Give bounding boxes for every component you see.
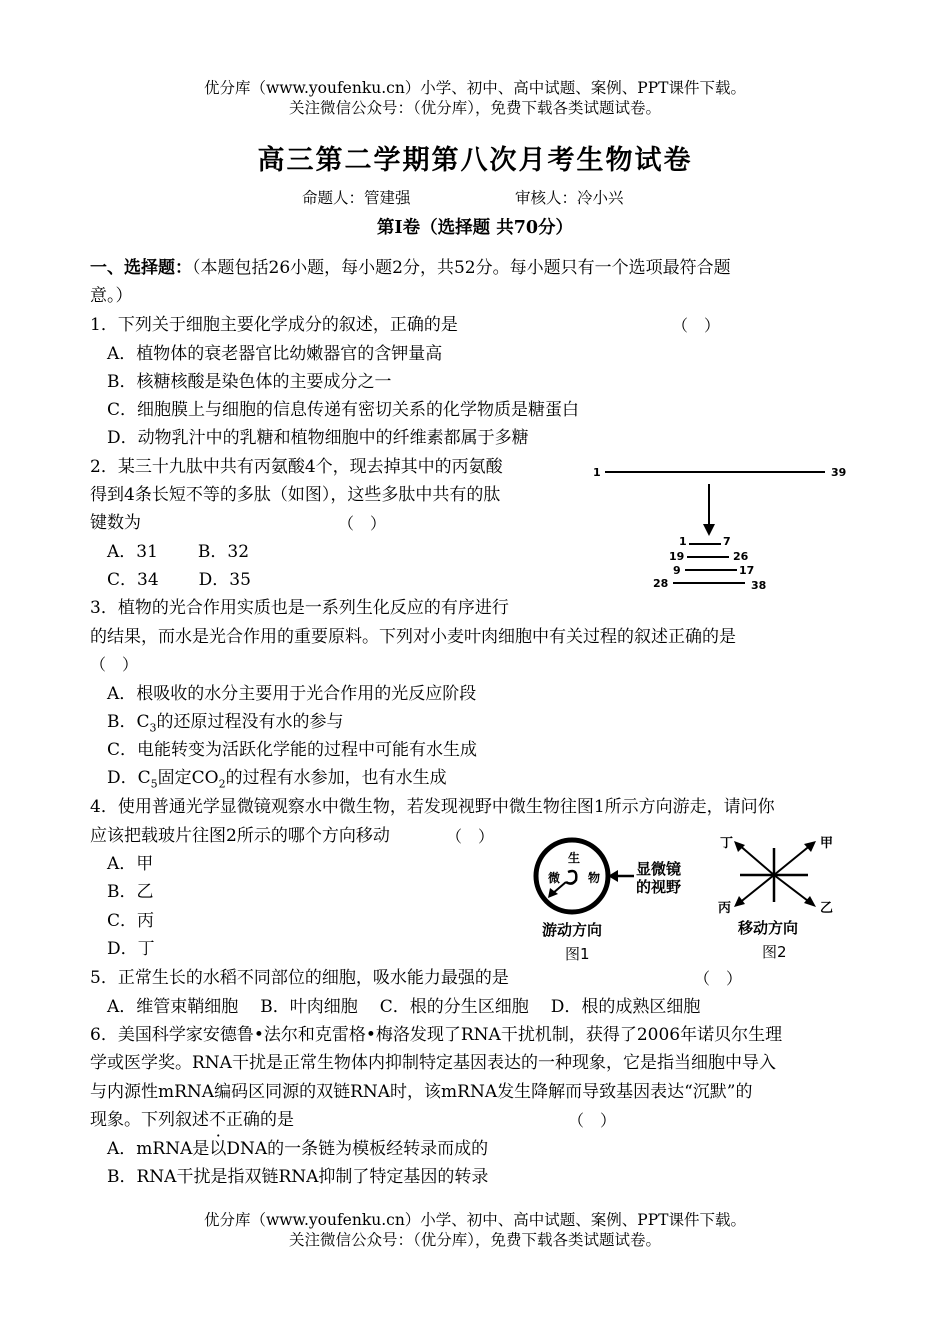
q6-answer-paren: （ ） bbox=[568, 1111, 617, 1130]
q6-line4 bbox=[90, 1108, 870, 1132]
full-chain-start-label: 1 bbox=[593, 466, 601, 479]
q2-option-d: D．35 bbox=[198, 570, 251, 590]
segment-4-end: 38 bbox=[751, 579, 767, 592]
q6-line3: 与内源性mRNA编码区同源的双链RNA时，该mRNA发生降解而导致基因表达“沉默”的 bbox=[90, 1082, 753, 1102]
arrow-head bbox=[703, 524, 715, 536]
fig1-view-line1: 显微镜 bbox=[636, 860, 682, 878]
section1-desc2: 意。） bbox=[90, 286, 133, 306]
q5-answer-paren: （ ） bbox=[694, 969, 743, 988]
q1-option-b: B．核糖核酸是染色体的主要成分之一 bbox=[107, 372, 392, 392]
full-chain-end-label: 39 bbox=[831, 466, 847, 479]
fig2-caption: 移动方向 bbox=[738, 919, 799, 937]
fig2-yi: 乙 bbox=[820, 901, 834, 916]
q3-d-post: 的过程有水参加，也有水生成 bbox=[225, 768, 447, 788]
volume-note: （选择题 共70分） bbox=[420, 218, 574, 238]
fig1-label: 图1 bbox=[565, 945, 590, 963]
q5-option-d: D．根的成熟区细胞 bbox=[550, 997, 701, 1017]
peptide-figure bbox=[585, 458, 865, 598]
arrow-ding-line bbox=[738, 844, 774, 875]
segment-2-end: 26 bbox=[733, 550, 749, 563]
page-title: 高三第二学期第八次月考生物试卷 bbox=[257, 145, 693, 176]
q2-option-b: B．32 bbox=[197, 542, 250, 562]
arrow-yi-head bbox=[804, 896, 816, 907]
microbe-shape bbox=[566, 871, 576, 884]
q3-line2: 的结果，而水是光合作用的重要原料。下列对小麦叶肉细胞中有关过程的叙述正确的是 bbox=[90, 627, 736, 647]
q4-answer-paren: （ ） bbox=[446, 827, 495, 846]
move-direction-figure bbox=[700, 830, 850, 967]
q4-line1: 4．使用普通光学显微镜观察水中微生物，若发现视野中微生物往图1所示方向游走，请问你 bbox=[90, 797, 775, 817]
q6-line2: 学或医学奖。RNA干扰是正常生物体内抑制特定基因表达的一种现象，它是指当细胞中导入 bbox=[90, 1053, 776, 1073]
q3-d-sub2: 2 bbox=[218, 777, 226, 791]
q3-d-pre: D．C bbox=[107, 768, 151, 788]
page-header-line2: 关注微信公众号：（优分库），免费下载各类试题试卷。 bbox=[288, 99, 661, 117]
section1-label: 一、选择题： bbox=[90, 258, 192, 278]
q6-l4-post: 正确的是 bbox=[226, 1110, 294, 1130]
setter-name: 命题人：管建强 bbox=[302, 189, 411, 207]
q4-option-b: B．乙 bbox=[107, 882, 154, 902]
q4-option-c: C．丙 bbox=[107, 911, 155, 931]
section1-line1 bbox=[90, 256, 870, 280]
arrow-jia-head bbox=[804, 841, 816, 852]
q5-option-c: C．根的分生区细胞 bbox=[379, 997, 529, 1017]
segment-2-start: 19 bbox=[669, 550, 685, 563]
q3-d-mid: 固定CO bbox=[157, 768, 219, 788]
fig2-bing: 丙 bbox=[718, 901, 732, 916]
q2-option-c: C．34 bbox=[107, 570, 159, 590]
page-footer-line1: 优分库（www.youfenku.cn）小学、初中、高中试题、案例、PPT课件下载。 bbox=[203, 1211, 747, 1229]
arrow-yi-line bbox=[774, 875, 812, 904]
q3-option-a: A．根吸收的水分主要用于光合作用的光反应阶段 bbox=[107, 684, 477, 704]
q5-stem: 5．正常生长的水稻不同部位的细胞，吸水能力最强的是 bbox=[90, 968, 509, 988]
q1-option-c: C．细胞膜上与细胞的信息传递有密切关系的化学物质是糖蛋白 bbox=[107, 400, 580, 420]
segment-3-end: 17 bbox=[739, 564, 755, 577]
q1-option-a: A．植物体的衰老器官比幼嫩器官的含钾量高 bbox=[107, 344, 443, 364]
q3-option-c: C．电能转变为活跃化学能的过程中可能有水生成 bbox=[107, 740, 478, 760]
q6-option-a: A．mRNA是以DNA的一条链为模板经转录而成的 bbox=[107, 1139, 489, 1159]
q6-l4-pre: 现象。下列叙述 bbox=[90, 1110, 209, 1130]
reviewer-name: 审核人：冷小兴 bbox=[515, 189, 624, 207]
q3-d-sub: 5 bbox=[150, 777, 158, 791]
segment-1-start: 1 bbox=[679, 535, 687, 548]
q3-option-b bbox=[107, 710, 887, 740]
fig2-ding: 丁 bbox=[720, 836, 734, 851]
volume-heading bbox=[0, 214, 950, 239]
q2-option-a: A．31 bbox=[107, 542, 158, 562]
q4-line2: 应该把载玻片往图2所示的哪个方向移动 bbox=[90, 826, 390, 846]
volume-main: 第Ⅰ卷 bbox=[376, 218, 421, 238]
q3-answer-paren: （ ） bbox=[90, 655, 139, 674]
q2-line3: 键数为 bbox=[90, 513, 141, 533]
q1-option-d: D．动物乳汁中的乳糖和植物细胞中的纤维素都属于多糖 bbox=[107, 428, 529, 448]
q3-b-post: 的还原过程没有水的参与 bbox=[156, 712, 344, 732]
q4-option-a: A．甲 bbox=[107, 854, 154, 874]
q6-option-b: B．RNA干扰是指双链RNA抑制了特定基因的转录 bbox=[107, 1167, 489, 1187]
q6-line1: 6．美国科学家安德鲁•法尔和克雷格•梅洛发现了RNA干扰机制，获得了2006年诺贝尔生理 bbox=[90, 1025, 783, 1045]
fig2-label: 图2 bbox=[762, 943, 787, 961]
q5-option-b: B．叶肉细胞 bbox=[260, 997, 358, 1017]
fig1-char-wu: 物 bbox=[588, 871, 601, 885]
q5-options bbox=[107, 995, 887, 1019]
q5-option-a: A．维管束鞘细胞 bbox=[107, 997, 239, 1017]
arrow-bing-line bbox=[738, 875, 774, 904]
q2-line2: 得到4条长短不等的多肽（如图），这些多肽中共有的肽 bbox=[90, 485, 501, 505]
arrow-jia-line bbox=[774, 844, 812, 875]
q3-line1: 3．植物的光合作用实质也是一系列生化反应的有序进行 bbox=[90, 598, 509, 618]
q6-emphasis-not: 不 bbox=[209, 1110, 226, 1130]
fig1-char-sheng: 生 bbox=[568, 851, 581, 865]
q3-option-d bbox=[107, 766, 887, 796]
q1-answer-paren: （ ） bbox=[672, 316, 721, 335]
fig1-view-line2: 的视野 bbox=[636, 878, 682, 896]
section1-desc1: （本题包括26小题，每小题2分，共52分。每小题只有一个选项最符合题 bbox=[192, 258, 731, 278]
arrow-bing-head bbox=[734, 896, 745, 907]
q2-line1: 2．某三十九肽中共有丙氨酸4个，现去掉其中的丙氨酸 bbox=[90, 457, 503, 477]
q2-answer-paren: （ ） bbox=[338, 514, 387, 533]
fig1-caption: 游动方向 bbox=[542, 921, 603, 939]
segment-3-start: 9 bbox=[673, 564, 681, 577]
fig2-jia: 甲 bbox=[820, 836, 834, 851]
page-footer-line2: 关注微信公众号：（优分库），免费下载各类试题试卷。 bbox=[288, 1231, 661, 1249]
q4-option-d: D．丁 bbox=[107, 939, 155, 959]
page-header-line1: 优分库（www.youfenku.cn）小学、初中、高中试题、案例、PPT课件下载。 bbox=[203, 79, 747, 97]
q3-b-pre: B．C bbox=[107, 712, 150, 732]
q1-stem: 1．下列关于细胞主要化学成分的叙述，正确的是 bbox=[90, 315, 458, 335]
fig1-char-wei: 微 bbox=[548, 871, 561, 885]
segment-1-end: 7 bbox=[723, 535, 731, 548]
arrow-ding-head bbox=[734, 841, 745, 852]
microscope-view-figure bbox=[530, 832, 700, 967]
segment-4-start: 28 bbox=[653, 577, 669, 590]
q3-b-sub: 3 bbox=[149, 721, 157, 735]
